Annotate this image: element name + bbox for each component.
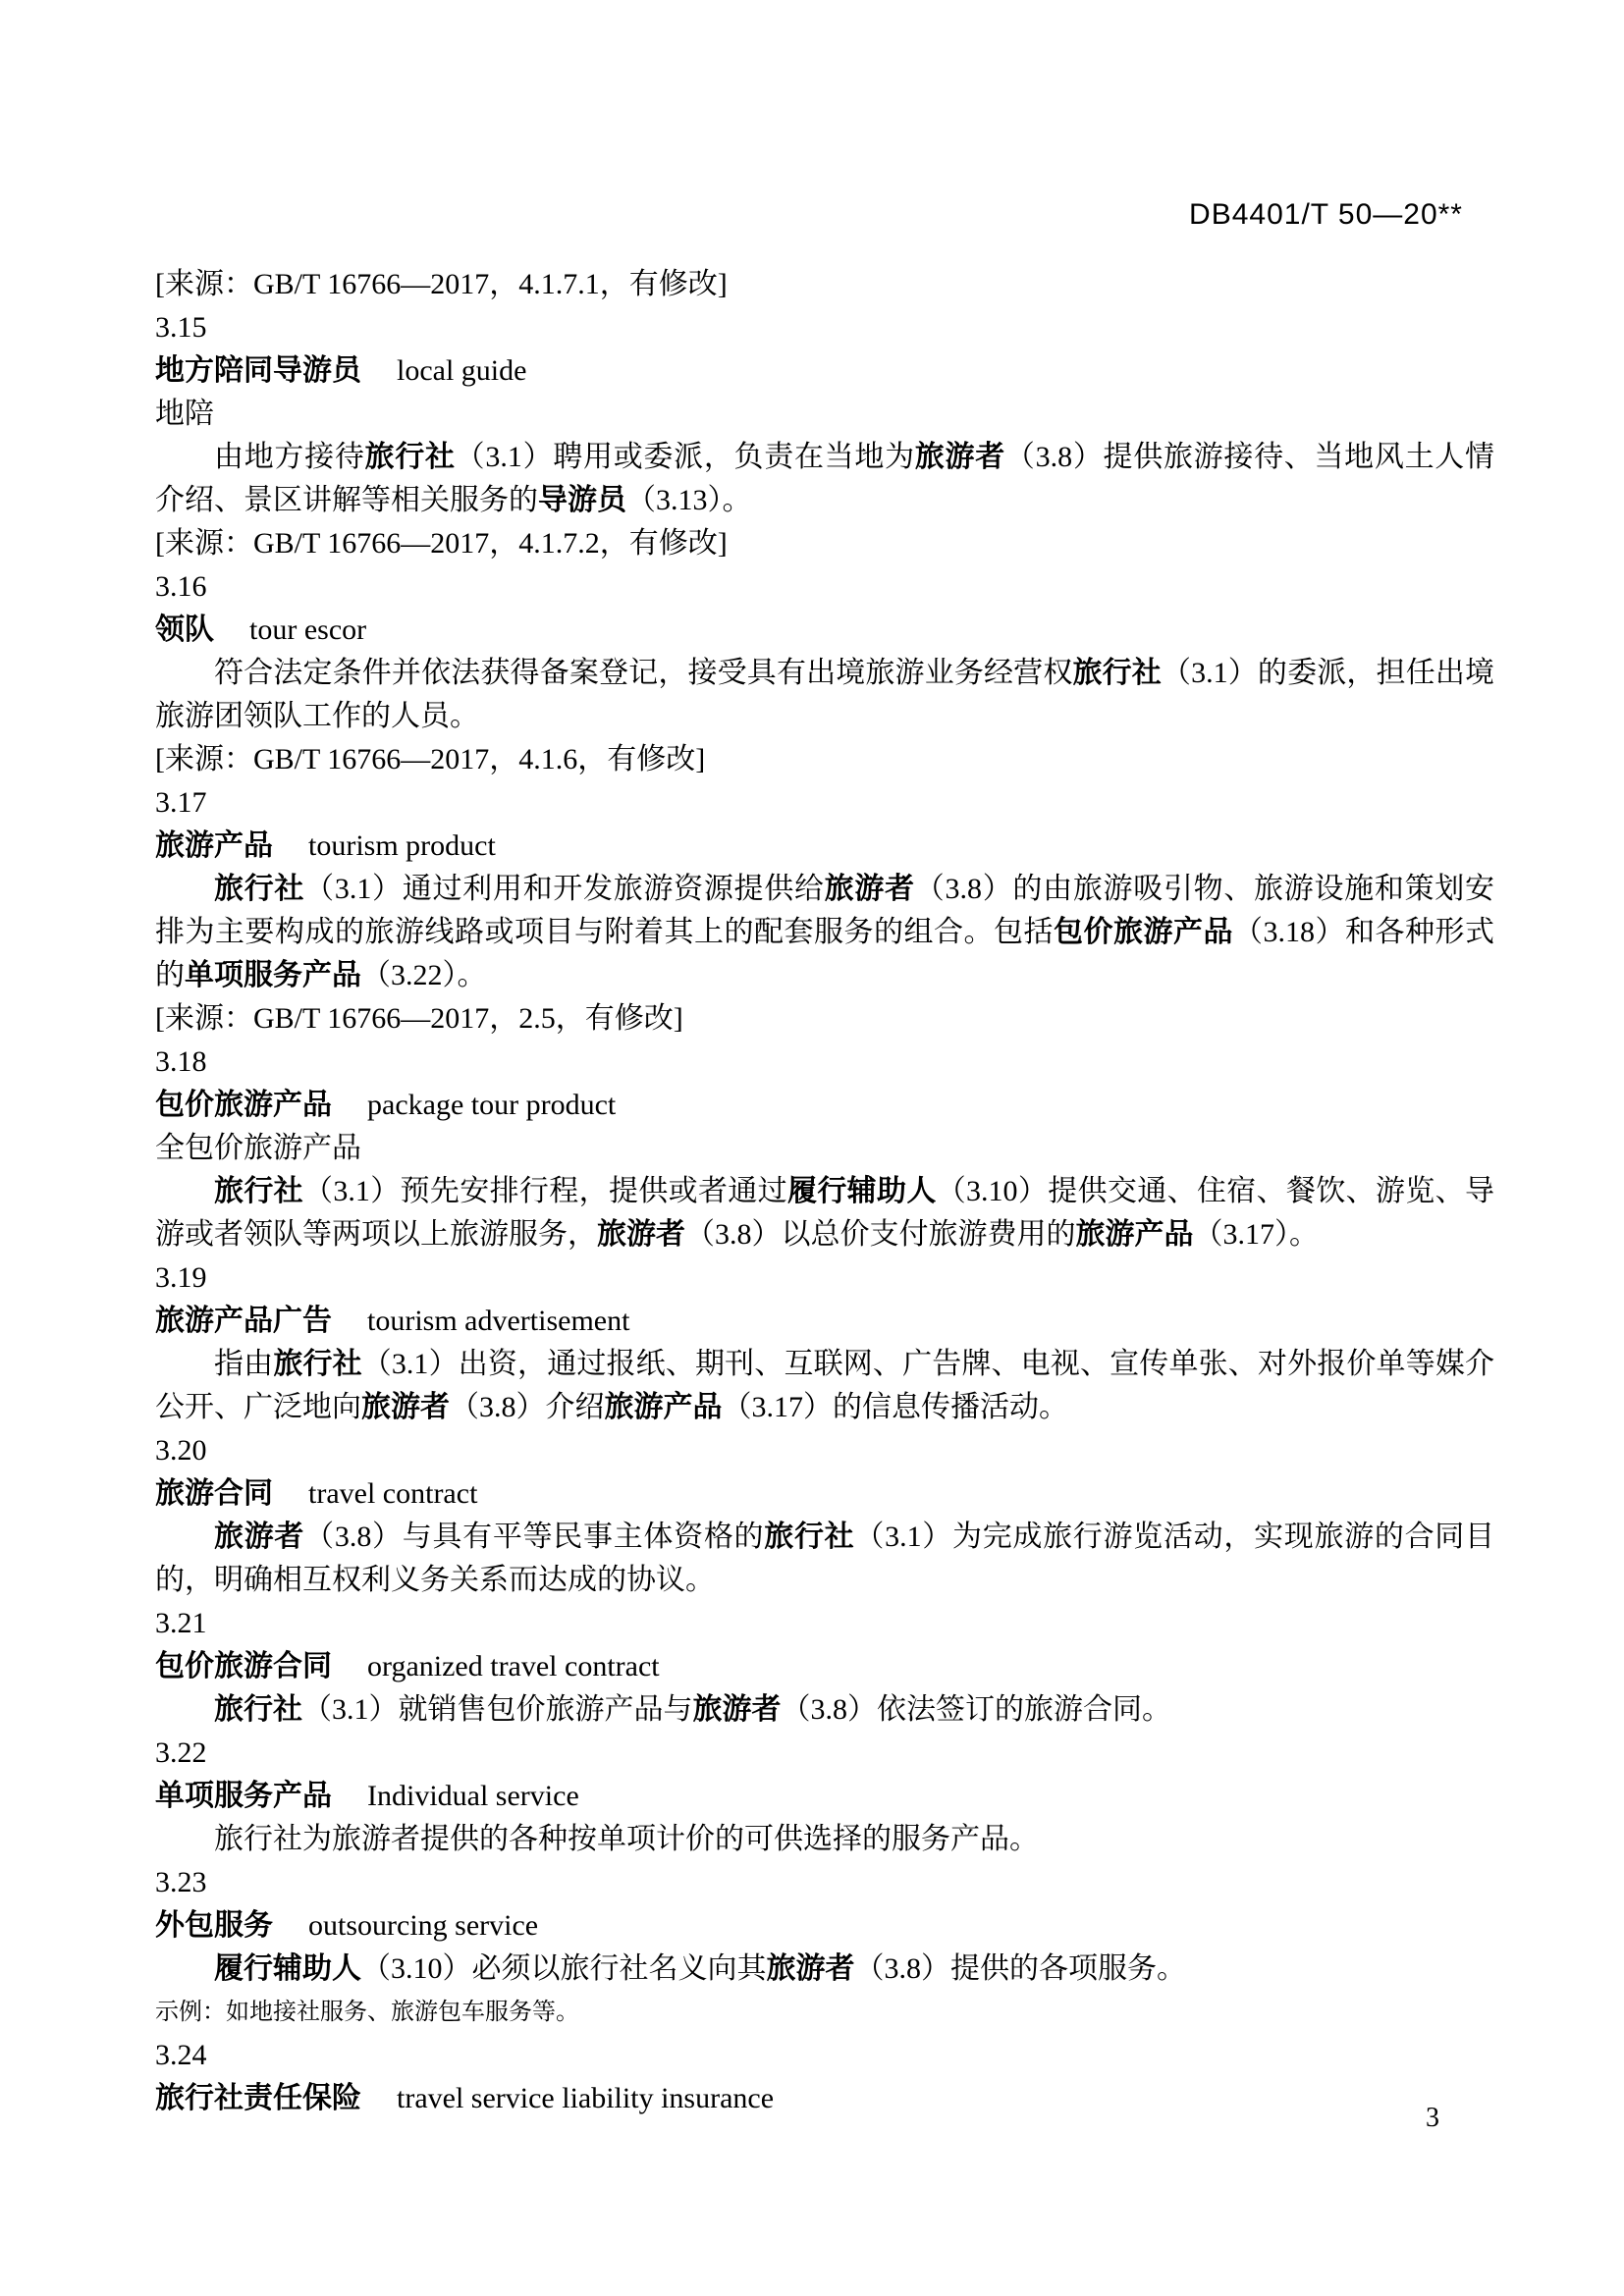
- term-english: travel service liability insurance: [397, 2082, 775, 2114]
- defined-term: 旅行社: [273, 1348, 362, 1380]
- term-english: organized travel contract: [367, 1650, 660, 1682]
- term-chinese: 包价旅游合同: [155, 1650, 332, 1682]
- clause-number: 3.15: [155, 311, 207, 344]
- term-chinese: 外包服务: [155, 1909, 273, 1942]
- term-chinese: 旅游产品广告: [155, 1305, 332, 1337]
- text-run: 符合法定条件并依法获得备案登记，接受具有出境旅游业务经营权: [214, 657, 1073, 689]
- source-reference: [来源：GB/T 16766—2017，4.1.7.2，有修改]: [155, 527, 728, 560]
- term-english: outsourcing service: [308, 1909, 539, 1942]
- text-run: （3.1）的委派，担任出境旅游团领队工作的人员。: [155, 657, 1495, 732]
- text-run: （3.17）。: [1193, 1218, 1319, 1251]
- document-content: [155, 263, 1494, 2120]
- clause-number: 3.18: [155, 1045, 207, 1078]
- text-run: （3.18）和各种形式的: [155, 916, 1494, 991]
- defined-term: 单项服务产品: [185, 959, 361, 991]
- text-run: （3.8）与具有平等民事主体资格的: [304, 1521, 765, 1553]
- defined-term: 旅行社: [214, 1693, 302, 1726]
- clause-number: 3.17: [155, 786, 207, 819]
- term-english: tour escor: [249, 614, 367, 646]
- definition-paragraph: [155, 1343, 1494, 1429]
- defined-term: 旅行社: [214, 873, 305, 905]
- text-run: （3.8）提供旅游接待、当地风土人情介绍、景区讲解等相关服务的: [155, 441, 1495, 516]
- term-line: [155, 1645, 1494, 1688]
- term-alias: 全包价旅游产品: [155, 1132, 361, 1164]
- text-run: （3.10）提供交通、住宿、餐饮、游览、导游或者领队等两项以上旅游服务，: [155, 1175, 1495, 1251]
- definition-paragraph: [155, 1818, 1494, 1861]
- text-run: （3.8）介绍: [450, 1391, 605, 1423]
- term-english: package tour product: [367, 1089, 617, 1121]
- definition-paragraph: [155, 1688, 1494, 1732]
- defined-term: 旅行社: [764, 1521, 855, 1553]
- term-english: tourism advertisement: [367, 1305, 630, 1337]
- defined-term: 旅行社: [1072, 657, 1162, 689]
- defined-term: 履行辅助人: [214, 1952, 361, 1985]
- term-line: [155, 349, 1494, 393]
- text-run: （3.8）依法签订的旅游合同。: [781, 1693, 1171, 1726]
- text-run: （3.8）的由旅游吸引物、旅游设施和策划安排为主要构成的旅游线路或项目与附着其上的配套服务的组合。包括: [155, 873, 1495, 948]
- term-english: travel contract: [308, 1477, 478, 1510]
- defined-term: 旅游产品: [1075, 1218, 1194, 1251]
- defined-term: 导游员: [538, 484, 626, 516]
- text-run: （3.1）聘用或委派，负责在当地为: [455, 441, 915, 473]
- text-run: （3.17）的信息传播活动。: [722, 1391, 1068, 1423]
- text-run: 指由: [214, 1348, 274, 1380]
- defined-term: 旅行社: [364, 441, 456, 473]
- definition-paragraph: [155, 436, 1494, 522]
- term-chinese: 领队: [155, 614, 214, 646]
- term-english: Individual service: [367, 1780, 579, 1812]
- defined-term: 旅游产品: [604, 1391, 723, 1423]
- text-run: （3.1）通过利用和开发旅游资源提供给: [304, 873, 825, 905]
- source-reference: [来源：GB/T 16766—2017，4.1.6，有修改]: [155, 743, 706, 775]
- term-line: [155, 1300, 1494, 1343]
- term-line: [155, 1472, 1494, 1516]
- clause-number: 3.23: [155, 1866, 207, 1898]
- clause-number: 3.20: [155, 1434, 207, 1467]
- term-chinese: 地方陪同导游员: [155, 354, 361, 387]
- text-run: （3.1）出资，通过报纸、期刊、互联网、广告牌、电视、宣传单张、对外报价单等媒介公开、广泛地向: [155, 1348, 1495, 1423]
- text-run: （3.1）就销售包价旅游产品与: [302, 1693, 693, 1726]
- term-line: [155, 825, 1494, 868]
- text-run: （3.10）必须以旅行社名义向其: [361, 1952, 767, 1985]
- defined-term: 旅游者: [361, 1391, 450, 1423]
- term-line: [155, 1904, 1494, 1948]
- term-chinese: 单项服务产品: [155, 1780, 332, 1812]
- text-run: （3.8）以总价支付旅游费用的: [685, 1218, 1076, 1251]
- defined-term: 旅游者: [824, 873, 915, 905]
- defined-term: 旅游者: [692, 1693, 782, 1726]
- text-run: （3.22）。: [361, 959, 487, 991]
- text-run: （3.13）。: [626, 484, 752, 516]
- term-chinese: 旅行社责任保险: [155, 2082, 361, 2114]
- term-english: local guide: [397, 354, 527, 387]
- term-alias: 地陪: [155, 398, 214, 430]
- definition-paragraph: [155, 652, 1494, 738]
- source-reference: [来源：GB/T 16766—2017，4.1.7.1，有修改]: [155, 268, 728, 300]
- defined-term: 旅游者: [766, 1952, 855, 1985]
- definition-paragraph: [155, 1948, 1494, 1991]
- definition-paragraph: [155, 1516, 1494, 1602]
- defined-term: 旅游者: [214, 1521, 305, 1553]
- defined-term: 包价旅游产品: [1054, 916, 1233, 948]
- clause-number: 3.24: [155, 2039, 207, 2071]
- defined-term: 旅行社: [214, 1175, 304, 1207]
- text-run: 旅行社为旅游者提供的各种按单项计价的可供选择的服务产品。: [214, 1823, 1039, 1855]
- definition-paragraph: [155, 868, 1494, 997]
- text-run: （3.1）为完成旅行游览活动，实现旅游的合同目的，明确相互权利义务关系而达成的协议。: [155, 1521, 1495, 1596]
- source-reference: [来源：GB/T 16766—2017，2.5，有修改]: [155, 1002, 683, 1035]
- clause-number: 3.16: [155, 570, 207, 603]
- text-run: 由地方接待: [214, 441, 365, 473]
- text-run: （3.8）提供的各项服务。: [854, 1952, 1186, 1985]
- term-english: tourism product: [308, 829, 496, 862]
- term-line: [155, 2077, 1494, 2120]
- term-line: [155, 1084, 1494, 1127]
- defined-term: 旅游者: [597, 1218, 685, 1251]
- text-run: （3.1）预先安排行程，提供或者通过: [303, 1175, 787, 1207]
- page-number: 3: [1426, 2103, 1439, 2133]
- definition-paragraph: [155, 1170, 1494, 1256]
- clause-number: 3.22: [155, 1736, 207, 1769]
- standard-number-header: DB4401/T 50—20**: [1189, 198, 1463, 231]
- term-line: [155, 1775, 1494, 1818]
- term-chinese: 旅游产品: [155, 829, 273, 862]
- term-line: [155, 609, 1494, 652]
- defined-term: 旅游者: [914, 441, 1005, 473]
- example-note: 示例：如地接社服务、旅游包车服务等。: [155, 2000, 579, 2025]
- clause-number: 3.21: [155, 1607, 207, 1639]
- defined-term: 履行辅助人: [787, 1175, 937, 1207]
- clause-number: 3.19: [155, 1261, 207, 1294]
- term-chinese: 包价旅游产品: [155, 1089, 332, 1121]
- term-chinese: 旅游合同: [155, 1477, 273, 1510]
